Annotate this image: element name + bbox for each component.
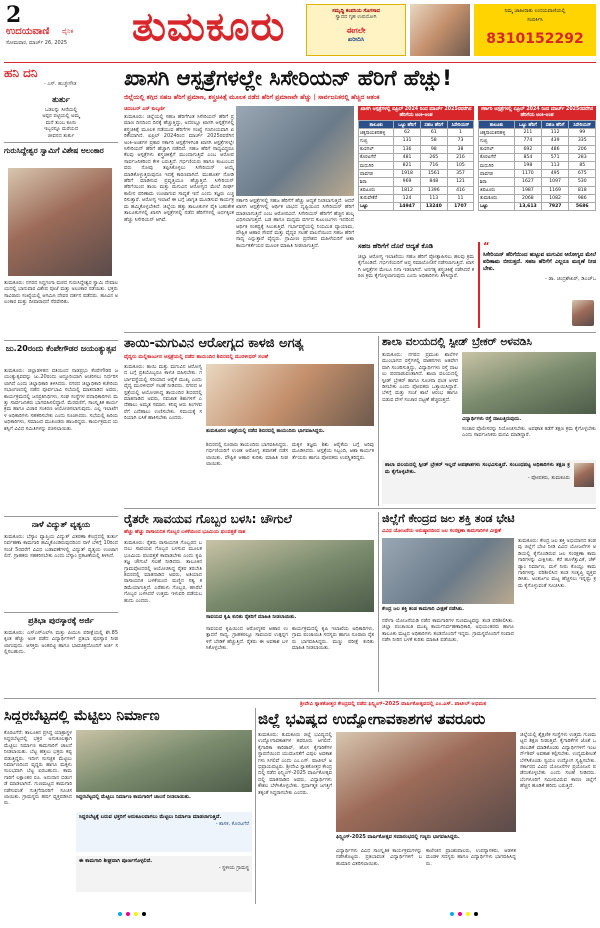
table-header: ಸಹಜ ಹೆರಿಗೆ (541, 121, 569, 129)
table-cell: 14947 (394, 202, 420, 210)
farmer-headline: ರೈತರೇ ಸಾವಯವ ಗೊಬ್ಬರ ಬಳಸಿ: ಚೌಗುಲೆ (124, 512, 292, 526)
edition-title: ತುಮಕೂರು (132, 4, 286, 50)
table-cell: 357 (447, 170, 473, 178)
farmer-subhead: ಹೆಚ್ಚು ಹೆಚ್ಚು ರಾಸಾಯನಿಕ ಗೊಬ್ಬರ ಬಳಕೆಯಿಂದ ಭೂಮಿಯ ಫಲವತ್ತತೆ ನಾಶ (124, 529, 246, 535)
table-header: ಒಟ್ಟು ಹೆರಿಗೆ (515, 121, 542, 129)
table-row (479, 153, 596, 161)
poem-title: ತುರ್ತು (52, 95, 70, 104)
table-cell: ತುಮಕೂರು (479, 194, 515, 202)
table-cell: 85 (569, 161, 596, 169)
table-cell: 716 (420, 161, 447, 169)
lead-sidebar-body: ಜಿಲ್ಲಾ ಆರೋಗ್ಯ ಇಲಾಖೆಯು ಸಹಜ ಹೆರಿಗೆ ಪ್ರೋತ್ಸಾಹಿಸಲು ಹಲವು ಕ್ರಮ ಕೈಗೊಂಡಿದೆ. ಗರ್ಭಿಣಿಯರಿಗೆ ಆಪ್ತ ಸಮಾಲೋಚನೆ ನಡೆಸಲಾಗುತ್ತಿದೆ. ಖಾಸಗಿ ಆಸ್ಪತ್ರೆಗಳ ಮೇಲೂ ನಿಗಾ ಇಡಲಾಗಿದೆ. ಅನಗತ್ಯ ಶಸ್ತ್ರಚಿಕಿತ್ಸೆ ನಡೆಸಿದರೆ ಕಠಿಣ ಕ್ರಮ ಕೈಗೊಳ್ಳಲಾಗುವುದು ಎಂದು ಅಧಿಕಾರಿಗಳು ತಿಳಿಸಿದ್ದಾರೆ. (358, 254, 474, 280)
table2-title: ಸರ್ಕಾರಿ ಆಸ್ಪತ್ರೆಗಳಲ್ಲಿ ಏಪ್ರಿಲ್ 2024 ರಿಂದ ಮಾರ್ಚ್ 2025ರವರೆಗಿನ ಹೆರಿಗೆಯ ಅಂಕಿ-ಅಂಶ (478, 106, 596, 120)
left-bottom-headline: ಸಿದ್ದರಬೆಟ್ಟದಲ್ಲಿ ಮೆಟ್ಟಿಲು ನಿರ್ಮಾಣ (4, 708, 160, 724)
bottom-vrule (255, 708, 256, 904)
siddarabetta-caption: ಸಿದ್ದರಬೆಟ್ಟದಲ್ಲಿ ಮೆಟ್ಟಿಲು ನಿರ್ಮಾಣ ಕಾಮಗಾರಿಗೆ ಚಾಲನೆ ನೀಡಲಾಯಿತು. (76, 794, 191, 800)
story1-headline: ಗುರುಸಿದ್ದೇಶ್ವರ ಸ್ವಾಮಿಗೆ ವಿಶೇಷ ಅಲಂಕಾರ (4, 146, 104, 155)
table-row (359, 137, 474, 145)
mother-subhead: ವೈದ್ಯರು ಮಲ್ಲಿಕಾರ್ಜುನ ಆಸ್ಪತ್ರೆಯಲ್ಲಿ ನಡೆದ ತಾಯಂದಿರ ಶಿಬಿರದಲ್ಲಿ ಮುರಳೀಧರ್ ಸಲಹೆ (124, 354, 269, 360)
finswing-photo (336, 732, 516, 832)
story2-headline: ಜು.20ರಂದು ಕೆಂಪೇಗೌಡರ ಜಯಂತ್ಯುತ್ಸವ (5, 344, 117, 353)
farmer-body-col3: ಕಾರ್ಯಕ್ರಮದಲ್ಲಿ ಕೃಷಿ ಇಲಾಖೆಯ ಅಧಿಕಾರಿಗಳು, ಗ್ರಾಮ ಪಂಚಾಯಿತಿ ಸದಸ್ಯರು ಹಾಗೂ ನೂರಾರು ರೈತರು ಭಾಗವಹಿಸಿದ್ದರು. ಮಣ್ಣು ಪರೀಕ್ಷೆ ಕುರಿತು ಮಾಹಿತಿ ನೀಡಲಾಯಿತು. (292, 626, 374, 652)
table-row (359, 170, 474, 178)
table-cell: 1082 (541, 194, 569, 202)
table2-body (479, 129, 596, 211)
lead-subhead: ಜಿಲ್ಲೆಯಲ್ಲಿ ತಗ್ಗಿದ ಸಹಜ ಹೆರಿಗೆ ಪ್ರಮಾಣ, ಶಸ್ತ್ರಚಿಕಿತ್ಸೆ ಮೂಲಕ ನಡೆದ ಹೆರಿಗೆ ಪ್ರಮಾಣವೇ ಹೆಚ್ಚು | ಸಾರ್ವಜನಿಕರಲ್ಲಿ ಹೆಚ್ಚಿದ ಆತಂಕ (124, 94, 380, 101)
table-row (479, 129, 596, 137)
table-cell: 121 (447, 178, 473, 186)
table-row (359, 178, 474, 186)
school-photo (462, 352, 596, 414)
table-cell: ಚಿಕ್ಕನಾಯಕನಹಳ್ಳಿ (479, 129, 515, 137)
table-cell: 416 (447, 186, 473, 194)
paper-name: ಉದಯವಾಣಿ (6, 26, 50, 37)
masthead-ad-1 (306, 4, 406, 56)
school-pullquote-text: ಶಾಲಾ ವಲಯದಲ್ಲಿ ಸ್ಪೀಡ್ ಬ್ರೇಕರ್ ಇಲ್ಲದೆ ಅಪಘಾತಗಳು ಸಂಭವಿಸುತ್ತಿವೆ. ಸಂಬಂಧಪಟ್ಟ ಅಧಿಕಾರಿಗಳು ತಕ್ಷಣ ಕ್ರಮ ಕೈಗೊಳ್ಳಬೇಕು. (385, 462, 570, 475)
table-cell: 211 (515, 129, 542, 137)
bottom-right-body-col2: ವಿದ್ಯಾರ್ಥಿಗಳು ವಿವಿಧ ಸಾಂಸ್ಕೃತಿಕ ಕಾರ್ಯಕ್ರಮಗಳನ್ನು ನಡೆಸಿಕೊಟ್ಟರು. ಪ್ರತಿಭಾವಂತ ವಿದ್ಯಾರ್ಥಿಗಳಿಗೆ ಬಹುಮಾನ ವಿತರಿಸಲಾಯಿತು. (336, 848, 422, 867)
table-cell: 5686 (569, 202, 596, 210)
table-cell: 105 (447, 161, 473, 169)
table-header: ಸಹಜ ಹೆರಿಗೆ (420, 121, 447, 129)
water-photo (382, 538, 514, 604)
table-cell: ಶಿರಾ (359, 178, 394, 186)
lead-headline: ಖಾಸಗಿ ಆಸ್ಪತ್ರೆಗಳಲ್ಲೇ ಸಿಸೇರಿಯನ್ ಹೆರಿಗೆ ಹೆಚ್ಚು! (124, 66, 452, 90)
table-cell: ಒಟ್ಟು (359, 202, 394, 210)
finswing-caption: ಫಿನ್ಸ್ವಿಂಗ್-2025 ವಾರ್ಷಿಕೋತ್ಸವ ಸಮಾರಂಭದಲ್ಲಿ ಗಣ್ಯರು ಭಾಗವಹಿಸಿದ್ದರು. (336, 834, 460, 840)
table-cell: 13240 (420, 202, 447, 210)
story3-headline: ನಾಳೆ ವಿದ್ಯುತ್ ವ್ಯತ್ಯಯ (31, 520, 91, 529)
water-body-col2: ನರೇಗಾ ಯೋಜನೆಯಡಿ ನಡೆದ ಕಾಮಗಾರಿಗಳ ಗುಣಮಟ್ಟವನ್ನು ತಂಡ ಪರಿಶೀಲಿಸಿತು. ಜಿಲ್ಲಾ ಪಂಚಾಯಿತಿ ಮುಖ್ಯ ಕಾರ್ಯನಿರ್ವಹಣಾಧಿಕಾರಿ, ಅಭಿಯಂತರರು ಹಾಗೂ ತಾಲೂಕು ಮಟ್ಟದ ಅಧಿಕಾರಿಗಳು ತಂಡದೊಂದಿಗೆ ಇದ್ದರು. ಗ್ರಾಮಸ್ಥರೊಂದಿಗೆ ಸಂವಾದ ನಡೆಸಿ ನೀರಿನ ಬಳಕೆ ಕುರಿತು ಮಾಹಿತಿ ಪಡೆಯಿತು. (382, 618, 514, 644)
table-cell: 1396 (420, 186, 447, 194)
table-row (479, 202, 596, 210)
quote-icon: “ (483, 241, 490, 252)
table-cell: 124 (394, 194, 420, 202)
table-cell: 969 (394, 178, 420, 186)
table-cell: 481 (394, 153, 420, 161)
table-cell: 571 (541, 153, 569, 161)
table-cell: 112 (541, 129, 569, 137)
table-cell: 1 (447, 129, 473, 137)
mid-rule (124, 508, 596, 509)
table-cell: 1707 (447, 202, 473, 210)
dateline: ಸೋಮವಾರ, ಮಾರ್ಚ್ 26, 2025 (6, 40, 68, 46)
table-cell: ತಿಪಟೂರು (479, 186, 515, 194)
water-body-col1: ತುಮಕೂರು: ಕೇಂದ್ರ ಜಲ ಶಕ್ತಿ ಅಭಿಯಾನದ ತಂಡವು ಜಿಲ್ಲೆಗೆ ಭೇಟಿ ನೀಡಿ ವಿವಿಧ ಯೋಜನೆಗಳ ಅಡಿಯಲ್ಲಿ ಕೈಗೊಂಡಿರುವ ಜಲ ಸಂರಕ್ಷಣಾ ಕಾಮಗಾರಿಗಳನ್ನು ವೀಕ್ಷಿಸಿತು. ಕೆರೆ ಹೂಳೆತ್ತುವಿಕೆ, ಚೆಕ್ ಡ್ಯಾಂ ನಿರ್ಮಾಣ, ಮಳೆ ನೀರು ಕೊಯ್ಲು ಕಾಮಗಾರಿಗಳನ್ನು ಪರಿಶೀಲಿಸಿದ ತಂಡ ಸಂತೃಪ್ತಿ ವ್ಯಕ್ತಪಡಿಸಿತು. ಅಂತರ್ಜಲ ಮಟ್ಟ ಹೆಚ್ಚಿಸಲು ಇನ್ನಷ್ಟು ಕ್ರಮ ಕೈಗೊಳ್ಳುವಂತೆ ಸೂಚಿಸಿತು. (518, 538, 596, 589)
table-row (359, 194, 474, 202)
ad1-line2: ಸ್ವಾದದ ಗೃಹ ಉಪಯೋಗಿ (335, 14, 377, 20)
story3-body: ತುಮಕೂರು: ಬೆಸ್ಕಾಂ ವ್ಯಾಪ್ತಿಯ ವಿದ್ಯುತ್ ವಿತರಣಾ ಕೇಂದ್ರದಲ್ಲಿ ತುರ್ತು ನಿರ್ವಹಣಾ ಕಾಮಗಾರಿ ಹಮ್ಮಿಕೊಂಡಿರುವುದರಿಂದ ನಾಳೆ ಬೆಳಿಗ್ಗೆ 10ರಿಂದ ಸಂಜೆ 5ರವರೆಗೆ ವಿವಿಧ ಬಡಾವಣೆಗಳಲ್ಲಿ ವಿದ್ಯುತ್ ವ್ಯತ್ಯಯ ಉಂಟಾಗಲಿದೆ. ಗ್ರಾಹಕರು ಸಹಕರಿಸಬೇಕು ಎಂದು ಬೆಸ್ಕಾಂ ಪ್ರಕಟಣೆಯಲ್ಲಿ ತಿಳಿಸಿದೆ. (4, 534, 118, 560)
mother-body-col1: ತುಮಕೂರು: ತಾಯಿ ಮತ್ತು ಮಗುವಿನ ಆರೋಗ್ಯದ ಬಗ್ಗೆ ಪ್ರತಿಯೊಬ್ಬರೂ ಕಾಳಜಿ ವಹಿಸಬೇಕು. ಗರ್ಭಾವಸ್ಥೆಯಲ್ಲಿ ಸರಿಯಾದ ಆರೈಕೆ ಮುಖ್ಯ ಎಂದು ವೈದ್ಯ ಮುರಳೀಧರ್ ಸಲಹೆ ನೀಡಿದರು. ನಗರದ ಆಸ್ಪತ್ರೆಯಲ್ಲಿ ಆಯೋಜಿಸಿದ್ದ ತಾಯಂದಿರ ಶಿಬಿರದಲ್ಲಿ ಮಾತನಾಡಿದ ಅವರು, ನವಜಾತ ಶಿಶುಗಳಿಗೆ ಎದೆಹಾಲು ಅಮೃತ ಸಮಾನ. ಕನಿಷ್ಠ ಆರು ತಿಂಗಳವರೆಗೆ ಎದೆಹಾಲು ಉಣಿಸಬೇಕು. ಸಮಯಕ್ಕೆ ಸರಿಯಾಗಿ ಲಸಿಕೆ ಹಾಕಿಸಬೇಕು ಎಂದರು. (124, 364, 202, 422)
table-cell: 675 (569, 170, 596, 178)
lead-byline: ಚಿದಂಬರ್ ಎನ್ ಕುಲ್ಕರ್ಣಿ (124, 106, 166, 112)
table-row (479, 178, 596, 186)
table-cell: 854 (515, 153, 542, 161)
poem-line: ಒಡಲನ್ನು ಸೀರೆಯಲ್ಲಿ (44, 107, 78, 113)
poem-line: ಅಪ್ಪನ ಪಟ್ಟಿಯಲ್ಲಿ ಅಮ್ಮ (42, 113, 80, 120)
mother-photo (206, 364, 374, 426)
table-cell: 1169 (541, 186, 569, 194)
table-cell: 818 (569, 186, 596, 194)
bottom-banner: ಶ್ರೀದೇವಿ ಸ್ನಾತಕೋತ್ತರ ಕೇಂದ್ರದಲ್ಲಿ ನಡೆದ ಫಿನ್ಸ್ವಿಂಗ್-2025 ವಾರ್ಷಿಕೋತ್ಸವದಲ್ಲಿ ಎಂ.ಎಸ್. ಪಾಟೀಲ್ ಅಭಿಮತ (300, 701, 487, 707)
parent-avatar (574, 463, 594, 487)
table-cell: 486 (541, 145, 569, 153)
table-row (479, 186, 596, 194)
table-row (359, 145, 474, 153)
ad3-line1: ನಿಮ್ಮ ಜಾಹೀರಾತು ಉದಯವಾಣಿಯಲ್ಲಿ (504, 8, 566, 14)
table-cell: 986 (569, 194, 596, 202)
table-cell: 98 (420, 145, 447, 153)
honey-title: ಹನಿ ದನಿ (4, 66, 38, 80)
table-row (359, 153, 474, 161)
table-cell: ಒಟ್ಟು (479, 202, 515, 210)
table-header: ಒಟ್ಟು ಹೆರಿಗೆ (394, 121, 420, 129)
table-cell: 495 (541, 170, 569, 178)
table-cell: ಮಧುಗಿರಿ (359, 161, 394, 169)
left-rule-4 (4, 612, 118, 613)
story1-body: ತುಮಕೂರು: ನಗರದ ಸಿದ್ದಗಂಗಾ ಮಠದ ಗುರುಸಿದ್ದೇಶ್ವರ ಸ್ವಾಮಿ ದೇವಾಲಯದಲ್ಲಿ ಭಾನುವಾರ ವಿಶೇಷ ಪೂಜೆ ಮತ್ತು ಅಲಂಕಾರ ನಡೆಯಿತು. ಭಕ್ತರು ಸಾವಿರಾರು ಸಂಖ್ಯೆಯಲ್ಲಿ ಆಗಮಿಸಿ ದೇವರ ದರ್ಶನ ಪಡೆದರು. ಹೂವಿನ ಅಲಂಕಾರ ಮತ್ತು ದೀಪಾರಾಧನೆ ನೆರವೇರಿತು. (4, 280, 118, 306)
paper-suffix: ದೈನಿಕ (62, 28, 74, 35)
table-row (479, 145, 596, 153)
table-cell: 1812 (394, 186, 420, 194)
masthead-ad-photo (410, 4, 470, 56)
table1-title: ಖಾಸಗಿ ಆಸ್ಪತ್ರೆಗಳಲ್ಲಿ ಏಪ್ರಿಲ್ 2024 ರಿಂದ ಮಾರ್ಚ್ 2025ರವರೆಗಿನ ಹೆರಿಗೆಯ ಅಂಕಿ-ಅಂಶ (358, 106, 474, 120)
water-headline: ಜಿಲ್ಲೆಗೆ ಕೇಂದ್ರದ ಜಲ ಶಕ್ತಿ ತಂಡ ಭೇಟಿ (382, 512, 515, 525)
table-cell: 62 (394, 129, 420, 137)
mother-body-col2: ಶಿಬಿರದಲ್ಲಿ ನೂರಾರು ತಾಯಂದಿರು ಭಾಗವಹಿಸಿದ್ದರು. ಗರ್ಭಿಣಿಯರಿಗೆ ಉಚಿತ ಆರೋಗ್ಯ ತಪಾಸಣೆ ನಡೆಸಲಾಯಿತು. ಪೌಷ್ಟಿಕ ಆಹಾರ ಕುರಿತು ಮಾಹಿತಿ ನೀಡಲಾಯಿತು. (206, 442, 288, 468)
table-cell: 1170 (515, 170, 542, 178)
table-cell: ಶಿರಾ (479, 178, 515, 186)
table-header-row (479, 121, 596, 129)
table-cell: 848 (420, 178, 447, 186)
table-cell: ಪಾವಗಡ (479, 170, 515, 178)
table-cell: ಗುಬ್ಬಿ (359, 137, 394, 145)
bottom-left-quote-text: ಸಿದ್ದರಬೆಟ್ಟಕ್ಕೆ ಬರುವ ಭಕ್ತರಿಗೆ ಅನುಕೂಲವಾಗಲು ಮೆಟ್ಟಿಲು ನಿರ್ಮಾಣ ಮಾಡಲಾಗುತ್ತಿದೆ. (79, 814, 222, 820)
bottom-right-body-col3: ಕಾಲೇಜಿನ ಪ್ರಾಂಶುಪಾಲರು, ಉಪನ್ಯಾಸಕರು, ಆಡಳಿತ ಮಂಡಳಿ ಸದಸ್ಯರು ಹಾಗೂ ವಿದ್ಯಾರ್ಥಿಗಳು ಭಾಗವಹಿಸಿದ್ದರು. (426, 848, 516, 867)
registration-mark (134, 912, 138, 916)
registration-mark (474, 912, 478, 916)
table-cell: ಕೊರಟಗೆರೆ (479, 153, 515, 161)
mother-headline: ತಾಯಿ-ಮಗುವಿನ ಆರೋಗ್ಯದ ಕಾಳಜಿ ಅಗತ್ಯ (124, 336, 304, 351)
school-caption: ವಿದ್ಯಾರ್ಥಿಗಳು ರಸ್ತೆ ದಾಟುತ್ತಿರುವುದು. (462, 416, 522, 422)
table-cell: 335 (569, 137, 596, 145)
registration-mark (450, 912, 454, 916)
table-row (479, 137, 596, 145)
table-cell: 58 (420, 137, 447, 145)
table-cell: 216 (447, 153, 473, 161)
ad-phone: 8310152292 (486, 31, 584, 47)
table-cell: 265 (420, 153, 447, 161)
bottom-left-quote (76, 812, 252, 852)
bottom-right-body-col1: ತುಮಕೂರು: ತುಮಕೂರು ಜಿಲ್ಲೆ ಭವಿಷ್ಯದಲ್ಲಿ ಉದ್ಯೋಗಾವಕಾಶಗಳ ತವರೂರು ಆಗಲಿದೆ. ಕೈಗಾರಿಕಾ ಕಾರಿಡಾರ್, ಹೊಸ ಕೈಗಾರಿಕೆಗಳ ಸ್ಥಾಪನೆಯಿಂದ ಯುವಜನತೆಗೆ ವಿಪುಲ ಅವಕಾಶಗಳು ಸಿಗಲಿವೆ ಎಂದು ಎಂ.ಎಸ್. ಪಾಟೀಲ್ ಅಭಿಪ್ರಾಯಪಟ್ಟರು. ಶ್ರೀದೇವಿ ಸ್ನಾತಕೋತ್ತರ ಕೇಂದ್ರದಲ್ಲಿ ನಡೆದ ಫಿನ್ಸ್ವಿಂಗ್-2025 ವಾರ್ಷಿಕೋತ್ಸವದಲ್ಲಿ ಮಾತನಾಡಿದ ಅವರು, ವಿದ್ಯಾರ್ಥಿಗಳು ಕೌಶಲ ಬೆಳೆಸಿಕೊಳ್ಳಬೇಕು. ಸ್ಪರ್ಧಾತ್ಮಕ ಜಗತ್ತಿಗೆ ತಕ್ಕಂತೆ ಸಿದ್ಧರಾಗಬೇಕು ಎಂದರು. (258, 732, 332, 796)
table-cell: ಕೊರಟಗೆರೆ (359, 153, 394, 161)
ad1-line1: ಸಮೃದ್ಧಿ ಕಂಪನಿಯ ಸೊಗಸಾದ (332, 8, 380, 14)
lead-pullquote (478, 242, 596, 328)
masthead-ad-3 (474, 4, 596, 56)
table-cell: 113 (420, 194, 447, 202)
masthead (0, 0, 600, 62)
story4-headline: ಪ್ರತಿಭಾ ಪುರಸ್ಕಾರಕ್ಕೆ ಅರ್ಜಿ (28, 616, 94, 625)
bottom-left-quote-author: - ಶಾಸಕ, ಕೊರಟಗೆರೆ (215, 820, 249, 827)
school-pullquote (382, 460, 596, 504)
temple-photo (8, 168, 112, 276)
table-cell: 530 (569, 178, 596, 186)
table-row (479, 161, 596, 169)
hospital-photo (236, 106, 354, 196)
poem-line: ಇಬ್ಬರನ್ನೂ ಮರೆಯದ (43, 126, 79, 133)
table-cell: 7927 (541, 202, 569, 210)
lead-rule (124, 332, 596, 333)
masthead-rule (4, 62, 596, 63)
registration-mark (142, 912, 146, 916)
table-cell: 1627 (515, 178, 542, 186)
table-cell: 439 (541, 137, 569, 145)
page-number: 2 (6, 2, 22, 28)
table-cell: 11 (447, 194, 473, 202)
poem (4, 107, 118, 139)
table-cell: 821 (394, 161, 420, 169)
table-row (359, 186, 474, 194)
table-row (359, 129, 474, 137)
table-cell: 1987 (515, 186, 542, 194)
story4-body: ತುಮಕೂರು: ಎಸ್ಎಸ್ಎಲ್‌ಸಿ ಮತ್ತು ಪಿಯುಸಿ ಪರೀಕ್ಷೆಯಲ್ಲಿ ಶೇ.85ಕ್ಕಿಂತ ಹೆಚ್ಚು ಅಂಕ ಪಡೆದ ವಿದ್ಯಾರ್ಥಿಗಳಿಗೆ ಪ್ರತಿಭಾ ಪುರಸ್ಕಾರ ನೀಡಲಾಗುವುದು. ಆಸಕ್ತರು ಅಂಕಪಟ್ಟಿ ಹಾಗೂ ಭಾವಚಿತ್ರದೊಂದಿಗೆ ಅರ್ಜಿ ಸಲ್ಲಿಸಬಹುದು. (4, 630, 118, 656)
table-cell: 131 (394, 137, 420, 145)
bottom-left-quote2 (76, 856, 252, 892)
table-header: ಸಿಸೇರಿಯನ್ (447, 121, 473, 129)
pullquote-text: ಸಿಸೇರಿಯನ್ ಹೆರಿಗೆಯಿಂದ ಹುಟ್ಟುವ ಮಗುವಿನ ಆರೋಗ್ಯದ ಮೇಲೆ ಪರಿಣಾಮ ಬೀರುತ್ತದೆ. ಸಹಜ ಹೆರಿಗೆಗೆ ಎಲ್ಲರೂ ಮನ್ನಣೆ ನೀಡಬೇಕು. (483, 252, 596, 272)
table-cell: 99 (569, 129, 596, 137)
registration-mark (466, 912, 470, 916)
table-cell: ಚಿಕ್ಕನಾಯಕನಹಳ್ಳಿ (359, 129, 394, 137)
table-header: ಸಿಸೇರಿಯನ್ (569, 121, 596, 129)
table-cell: ತಿಪಟೂರು (359, 186, 394, 194)
farmer-photo (206, 540, 374, 612)
lead-body-col2: ಸರ್ಕಾರಿ ಆಸ್ಪತ್ರೆಗಳಲ್ಲಿ ಸಹಜ ಹೆರಿಗೆಗೆ ಹೆಚ್ಚು ಆದ್ಯತೆ ನೀಡಲಾಗುತ್ತಿದೆ. ಆದರೆ ಖಾಸಗಿ ಆಸ್ಪತ್ರೆಗಳಲ್ಲಿ ಆರ್ಥಿಕ ಲಾಭದ ದೃಷ್ಟಿಯಿಂದ ಸಿಸೇರಿಯನ್ ಹೆರಿಗೆ ಮಾಡಲಾಗುತ್ತಿದೆ ಎಂಬ ಆರೋಪವಿದೆ. ಸಿಸೇರಿಯನ್ ಹೆರಿಗೆಗೆ ಹೆಚ್ಚಿನ ಶುಲ್ಕ ವಿಧಿಸಲಾಗುತ್ತದೆ. ಬಡ ಹಾಗೂ ಮಧ್ಯಮ ವರ್ಗದ ಕುಟುಂಬಗಳು ಇದರಿಂದ ಆರ್ಥಿಕ ಸಂಕಷ್ಟಕ್ಕೆ ಸಿಲುಕುತ್ತಿವೆ. ಗರ್ಭಾವಸ್ಥೆಯಲ್ಲಿ ನಿಯಮಿತ ವ್ಯಾಯಾಮ, ಪೌಷ್ಟಿಕ ಆಹಾರ ಸೇವನೆ ಮತ್ತು ವೈದ್ಯರ ಸಲಹೆ ಪಾಲನೆಯಿಂದ ಸಹಜ ಹೆರಿಗೆ ಸಾಧ್ಯ ಎನ್ನುತ್ತಾರೆ ವೈದ್ಯರು. ಗ್ರಾಮೀಣ ಪ್ರದೇಶದ ಮಹಿಳೆಯರಿಗೆ ಆಶಾ ಕಾರ್ಯಕರ್ತೆಯರ ಮೂಲಕ ಮಾಹಿತಿ ನೀಡಲಾಗುತ್ತಿದೆ. (236, 198, 354, 249)
bottom-right-body-col4: ಜಿಲ್ಲೆಯಲ್ಲಿ ಶೈಕ್ಷಣಿಕ ಸಂಸ್ಥೆಗಳು ಉತ್ತಮ ಗುಣಮಟ್ಟದ ಶಿಕ್ಷಣ ನೀಡುತ್ತಿವೆ. ಕೈಗಾರಿಕೆಗಳ ಜೊತೆ ಒಡಂಬಡಿಕೆ ಮಾಡಿಕೊಂಡು ವಿದ್ಯಾರ್ಥಿಗಳಿಗೆ ಇಂಟರ್ನ್‌ಶಿಪ್ ಅವಕಾಶ ಕಲ್ಪಿಸಬೇಕು. ಉದ್ಯಮಶೀಲತೆ ಬೆಳೆಸಿಕೊಂಡು ಸ್ವಯಂ ಉದ್ಯೋಗ ಸೃಷ್ಟಿಸಬೇಕು. ಸರ್ಕಾರದ ವಿವಿಧ ಯೋಜನೆಗಳ ಪ್ರಯೋಜನ ಪಡೆದುಕೊಳ್ಳಬೇಕು ಎಂದು ಸಲಹೆ ನೀಡಿದರು. ಬೆಂಗಳೂರಿಗೆ ಸಮೀಪವಿರುವ ಕಾರಣ ಜಿಲ್ಲೆಗೆ ಹೆಚ್ಚಿನ ಹೂಡಿಕೆ ಹರಿದು ಬರುತ್ತಿದೆ. (520, 732, 596, 790)
table-cell: 113 (541, 161, 569, 169)
table-cell: 206 (569, 145, 596, 153)
water-rule (378, 512, 379, 692)
table1-body (359, 129, 474, 211)
school-body-col2: ಸಂಚಾರ ಪೊಲೀಸರನ್ನು ನಿಯೋಜಿಸಬೇಕು. ಅಪಘಾತ ತಡೆಗೆ ತಕ್ಷಣ ಕ್ರಮ ಕೈಗೊಳ್ಳಬೇಕು ಎಂದು ಸಾರ್ವಜನಿಕರು ಮನವಿ ಮಾಡಿದ್ದಾರೆ. (462, 426, 596, 439)
table-cell: 136 (394, 145, 420, 153)
table-cell: 1561 (420, 170, 447, 178)
lead-body-col1: ತುಮಕೂರು: ಜಿಲ್ಲೆಯಲ್ಲಿ ಸಹಜ ಹೆರಿಗೆಗಿಂತ ಸಿಸೇರಿಯನ್ ಹೆರಿಗೆ ಪ್ರಮಾಣ ದಿನದಿಂದ ದಿನಕ್ಕೆ ಹೆಚ್ಚುತ್ತಿದ್ದು, ಅದರಲ್ಲೂ ಖಾಸಗಿ ಆಸ್ಪತ್ರೆಗಳಲ್ಲಿ ಶಸ್ತ್ರಚಿಕಿತ್ಸೆ ಮೂಲಕ ನಡೆಯುವ ಹೆರಿಗೆಗಳ ಸಂಖ್ಯೆ ಗಣನೀಯವಾಗಿ ಏರಿಕೆಯಾಗಿದೆ. ಏಪ್ರಿಲ್ 2024ರಿಂದ ಮಾರ್ಚ್ 2025ರವರೆಗಿನ ಅಂಕಿ-ಅಂಶಗಳ ಪ್ರಕಾರ ಸರ್ಕಾರಿ ಆಸ್ಪತ್ರೆಗಳಿಗಿಂತ ಖಾಸಗಿ ಆಸ್ಪತ್ರೆಗಳಲ್ಲೇ ಸಿಸೇರಿಯನ್ ಹೆರಿಗೆ ಹೆಚ್ಚಾಗಿ ನಡೆದಿದೆ. ಸಹಜ ಹೆರಿಗೆ ಸಾಧ್ಯವಿದ್ದರೂ ಕೆಲವು ಆಸ್ಪತ್ರೆಗಳು ಶಸ್ತ್ರಚಿಕಿತ್ಸೆಗೆ ಮುಂದಾಗುತ್ತಿವೆ ಎಂಬ ಆರೋಪ ಸಾರ್ವಜನಿಕರಿಂದ ಕೇಳಿ ಬರುತ್ತಿದೆ. ಗರ್ಭಿಣಿಯರು ಹಾಗೂ ಕುಟುಂಬದವರು ನೋವು ತಪ್ಪಿಸಿಕೊಳ್ಳಲು ಸಿಸೇರಿಯನ್ ಆಯ್ಕೆ ಮಾಡಿಕೊಳ್ಳುತ್ತಿರುವುದೂ ಇದಕ್ಕೆ ಕಾರಣವಾಗಿದೆ. ಮುಹೂರ್ತ ನೋಡಿ ಹೆರಿಗೆ ಮಾಡಿಸುವ ಪ್ರವೃತ್ತಿಯೂ ಹೆಚ್ಚುತ್ತಿದೆ. ಸಿಸೇರಿಯನ್ ಹೆರಿಗೆಯಿಂದ ತಾಯಿ ಮತ್ತು ಮಗುವಿನ ಆರೋಗ್ಯದ ಮೇಲೆ ದೀರ್ಘಕಾಲೀನ ಪರಿಣಾಮ ಉಂಟಾಗುವ ಸಾಧ್ಯತೆ ಇದೆ ಎಂದು ತಜ್ಞರು ಎಚ್ಚರಿಸುತ್ತಾರೆ. ಆರೋಗ್ಯ ಇಲಾಖೆ ಈ ಬಗ್ಗೆ ಜಾಗೃತಿ ಮೂಡಿಸುವ ಕಾರ್ಯಕ್ರಮ ಹಮ್ಮಿಕೊಳ್ಳಬೇಕಿದೆ. ಜಿಲ್ಲೆಯ ಹತ್ತು ತಾಲೂಕುಗಳ ಪೈಕಿ ಬಹುತೇಕ ತಾಲೂಕುಗಳಲ್ಲಿ ಖಾಸಗಿ ಆಸ್ಪತ್ರೆಗಳಲ್ಲಿ ನಡೆದ ಹೆರಿಗೆಗಳಲ್ಲಿ ಅರ್ಧಕ್ಕಿಂತ ಹೆಚ್ಚು ಸಿಸೇರಿಯನ್ ಆಗಿವೆ. (124, 114, 234, 223)
bottom-left-quote2-author: - ಸ್ಥಳೀಯ ಗ್ರಾಮಸ್ಥ (218, 864, 249, 871)
table-cell: 774 (515, 137, 542, 145)
poem-line: ಜೀವನದ ತುರ್ತು (47, 132, 75, 139)
table-cell: 692 (515, 145, 542, 153)
table-cell: 61 (420, 129, 447, 137)
registration-mark (118, 912, 122, 916)
table-row (359, 202, 474, 210)
table-cell: 38 (447, 145, 473, 153)
school-body-col1: ತುಮಕೂರು: ನಗರದ ಪ್ರಮುಖ ಶಾಲೆಗಳ ಮುಂಭಾಗದ ರಸ್ತೆಗಳಲ್ಲಿ ವಾಹನಗಳು ಅತಿವೇಗವಾಗಿ ಸಂಚರಿಸುತ್ತಿದ್ದು, ವಿದ್ಯಾರ್ಥಿಗಳು ರಸ್ತೆ ದಾಟಲು ಪರದಾಡುವಂತಾಗಿದೆ. ಶಾಲಾ ವಲಯದಲ್ಲಿ ಸ್ಪೀಡ್ ಬ್ರೇಕರ್ ಹಾಗೂ ಸೂಚನಾ ಫಲಕ ಅಳವಡಿಸಬೇಕು ಎಂದು ಪೋಷಕರು ಒತ್ತಾಯಿಸಿದ್ದಾರೆ. ಬೆಳಿಗ್ಗೆ ಮತ್ತು ಸಂಜೆ ಶಾಲೆ ಆರಂಭ ಹಾಗೂ ಬಿಡುವ ವೇಳೆ ಸಂಚಾರ ದಟ್ಟಣೆ ಹೆಚ್ಚಿರುತ್ತದೆ. (382, 352, 458, 403)
table1 (358, 106, 474, 211)
table-cell: 1918 (394, 170, 420, 178)
table-cell: 13,613 (515, 202, 542, 210)
table-cell: 2068 (515, 194, 542, 202)
registration-mark (458, 912, 462, 916)
poem-line: ಮನೆ ತುಂಬ ಕೂಸು (45, 119, 77, 126)
lead-sidebar-title: ಸಹಜ ಹೆರಿಗೆಗೆ ದೊರೆ ಆದ್ಯತೆ ಕೊಡಿ (358, 242, 434, 250)
mother-caption: ತುಮಕೂರಿನ ಆಸ್ಪತ್ರೆಯಲ್ಲಿ ನಡೆದ ಶಿಬಿರದಲ್ಲಿ ತಾಯಂದಿರು ಭಾಗವಹಿಸಿದ್ದರು. (206, 428, 325, 434)
ad2-line2: ಖರೀದಿಸಿ (347, 36, 365, 43)
left-rule-1 (4, 142, 118, 143)
school-rule (378, 336, 379, 506)
table-header: ತಾಲೂಕು (359, 121, 394, 129)
table1-grid (358, 120, 474, 211)
school-headline: ಶಾಲಾ ವಲಯದಲ್ಲಿ ಸ್ಪೀಡ್ ಬ್ರೇಕರ್ ಅಳವಡಿಸಿ (382, 336, 532, 348)
table-header: ತಾಲೂಕು (479, 121, 515, 129)
right-bottom-headline: ಜಿಲ್ಲೆ ಭವಿಷ್ಯದ ಉದ್ಯೋಗಾವಕಾಶಗಳ ತವರೂರು (258, 710, 486, 728)
table-row (479, 170, 596, 178)
siddarabetta-photo (76, 730, 252, 792)
table2-grid (478, 120, 596, 211)
table-cell: ತುರುವೇಕೆರೆ (359, 194, 394, 202)
farmer-body-col2: ಸಾವಯವ ಕೃಷಿಯಿಂದ ಆರೋಗ್ಯಕರ ಆಹಾರ ಉತ್ಪಾದನೆ ಸಾಧ್ಯ. ಗ್ರಾಹಕರಲ್ಲೂ ಸಾವಯವ ಉತ್ಪನ್ನಗಳಿಗೆ ಬೇಡಿಕೆ ಹೆಚ್ಚುತ್ತಿದೆ. ರೈತರು ಈ ಅವಕಾಶ ಬಳಸಿಕೊಳ್ಳಬೇಕು. (206, 626, 288, 652)
water-caption: ಕೇಂದ್ರ ಜಲ ಶಕ್ತಿ ತಂಡ ಕಾಮಗಾರಿ ವೀಕ್ಷಣೆ ನಡೆಸಿತು. (382, 606, 465, 612)
table-cell: ಮಧುಗಿರಿ (479, 161, 515, 169)
bottom-left-quote2-text: ಈ ಕಾಮಗಾರಿ ಶೀಘ್ರವಾಗಿ ಪೂರ್ಣಗೊಳ್ಳಲಿದೆ. (79, 858, 153, 864)
left-rule-2 (4, 340, 118, 341)
table-row (479, 194, 596, 202)
ad3-line2: ಸಂಪರ್ಕಿಸಿ (527, 17, 543, 23)
bottom-left-body-col1: ಕೊರಟಗೆರೆ: ತಾಲೂಕಿನ ಪ್ರಸಿದ್ಧ ಯಾತ್ರಾಸ್ಥಳ ಸಿದ್ದರಬೆಟ್ಟದಲ್ಲಿ ಭಕ್ತರ ಅನುಕೂಲಕ್ಕಾಗಿ ಮೆಟ್ಟಿಲು ನಿರ್ಮಾಣ ಕಾಮಗಾರಿಗೆ ಚಾಲನೆ ನೀಡಲಾಯಿತು. ಬೆಟ್ಟ ಹತ್ತಲು ಭಕ್ತರು ಕಷ್ಟಪಡುತ್ತಿದ್ದರು. ಇದೀಗ ಸುಸಜ್ಜಿತ ಮೆಟ್ಟಿಲು ನಿರ್ಮಾಣದಿಂದ ವೃದ್ಧರು ಹಾಗೂ ಮಕ್ಕಳು ಸುಲಭವಾಗಿ ಬೆಟ್ಟ ಏರಬಹುದು. ಕಾಮಗಾರಿಗೆ ಲಕ್ಷಾಂತರ ರೂ. ಅನುದಾನ ಬಿಡುಗಡೆ ಮಾಡಲಾಗಿದೆ. ಗುಣಮಟ್ಟದ ಕಾಮಗಾರಿ ನಡೆಸುವಂತೆ ಗುತ್ತಿಗೆದಾರರಿಗೆ ಸೂಚಿಸಲಾಯಿತು. ಗ್ರಾಮಸ್ಥರು ಹರ್ಷ ವ್ಯಕ್ತಪಡಿಸಿದರು. (4, 730, 72, 807)
pullquote-author: - ಡಾ. ಚಂದ್ರಶೇಖರ್, ಡಿಎಚ್ಒ (545, 276, 596, 282)
table-header-row (359, 121, 474, 129)
registration-mark (126, 912, 130, 916)
table-cell: ಕುಣಿಗಲ್ (479, 145, 515, 153)
table-cell: 283 (569, 153, 596, 161)
mother-body-col3: ಮಕ್ಕಳ ತಜ್ಞರು ಶಿಶು ಆರೈಕೆಯ ಬಗ್ಗೆ ಅರಿವು ಮೂಡಿಸಿದರು. ಆಸ್ಪತ್ರೆಯ ಸಿಬ್ಬಂದಿ, ಆಶಾ ಕಾರ್ಯಕರ್ತೆಯರು ಹಾಗೂ ಪೋಷಕರು ಉಪಸ್ಥಿತರಿದ್ದರು. (292, 442, 374, 461)
left-rule-3 (4, 516, 118, 517)
table-cell: 1097 (541, 178, 569, 186)
farmer-caption: ಸಾವಯವ ಕೃಷಿ ಕುರಿತು ರೈತರಿಗೆ ಮಾಹಿತಿ ನೀಡಲಾಯಿತು. (206, 614, 297, 620)
ad2-line1: ಈಗಲೇ (346, 26, 366, 35)
table-cell: 198 (515, 161, 542, 169)
table-cell: 73 (447, 137, 473, 145)
bottom-rule (4, 698, 596, 699)
honey-author: - ಎಸ್. ಹುಚ್ಚೇಗೌಡ (44, 81, 77, 87)
table2 (478, 106, 596, 211)
water-subhead: ವಿವಿಧ ಯೋಜನೆಯ ಅನುಷ್ಠಾನದಿಂದ ಜಲ ಸಂರಕ್ಷಣಾ ಕಾಮಗಾರಿಗಳ ವೀಕ್ಷಣೆ (382, 528, 501, 534)
table-row (359, 161, 474, 169)
story2-body: ತುಮಕೂರು: ಜಿಲ್ಲಾಡಳಿತದ ವತಿಯಿಂದ ನಾಡಪ್ರಭು ಕೆಂಪೇಗೌಡರ ಜಯಂತ್ಯುತ್ಸವವನ್ನು ಜು.20ರಂದು ಅದ್ದೂರಿಯಾಗಿ ಆಚರಿಸಲು ನಿರ್ಧರಿಸಲಾಗಿದೆ ಎಂದು ಜಿಲ್ಲಾಧಿಕಾರಿ ತಿಳಿಸಿದರು. ನಗರದ ಜಿಲ್ಲಾಧಿಕಾರಿ ಕಚೇರಿಯ ಸಭಾಂಗಣದಲ್ಲಿ ನಡೆದ ಪೂರ್ವಭಾವಿ ಸಭೆಯಲ್ಲಿ ಮಾತನಾಡಿದ ಅವರು, ಕಾರ್ಯಕ್ರಮದಲ್ಲಿ ಜನಪ್ರತಿನಿಧಿಗಳು, ಸಂಘ ಸಂಸ್ಥೆಗಳ ಪದಾಧಿಕಾರಿಗಳು ಮತ್ತು ಸಾರ್ವಜನಿಕರು ಭಾಗವಹಿಸಲಿದ್ದಾರೆ. ಮೆರವಣಿಗೆ, ಸಾಂಸ್ಕೃತಿಕ ಕಾರ್ಯಕ್ರಮ ಹಾಗೂ ವಿಚಾರ ಸಂಕಿರಣ ಆಯೋಜಿಸಲಾಗುವುದು. ಎಲ್ಲ ಇಲಾಖೆಗಳ ಅಧಿಕಾರಿಗಳು ಸಹಕರಿಸಬೇಕು ಎಂದು ಸೂಚಿಸಿದರು. ಸಭೆಯಲ್ಲಿ ಹಿರಿಯ ಅಧಿಕಾರಿಗಳು, ಸಮಾಜದ ಮುಖಂಡರು ಹಾಜರಿದ್ದರು. ಕಾರ್ಯಕ್ರಮದ ಯಶಸ್ಸಿಗೆ ವಿವಿಧ ಸಮಿತಿಗಳನ್ನು ರಚಿಸಲಾಯಿತು. (4, 368, 118, 432)
table-cell: ಪಾವಗಡ (359, 170, 394, 178)
doctor-avatar (572, 300, 594, 326)
farmer-body-col1: ತುಮಕೂರು: ರೈತರು ರಾಸಾಯನಿಕ ಗೊಬ್ಬರದ ಬದಲು ಸಾವಯವ ಗೊಬ್ಬರ ಬಳಸುವ ಮೂಲಕ ಭೂಮಿಯ ಫಲವತ್ತತೆ ಕಾಪಾಡಬೇಕು ಎಂದು ಕೃಷಿ ತಜ್ಞ ಚೌಗುಲೆ ಸಲಹೆ ನೀಡಿದರು. ತಾಲೂಕಿನ ಗ್ರಾಮವೊಂದರಲ್ಲಿ ಆಯೋಜಿಸಿದ್ದ ರೈತರ ತರಬೇತಿ ಶಿಬಿರದಲ್ಲಿ ಮಾತನಾಡಿದ ಅವರು, ಅತಿಯಾದ ರಾಸಾಯನಿಕ ಬಳಕೆಯಿಂದ ಮಣ್ಣಿನ ಸತ್ವ ಕಡಿಮೆಯಾಗುತ್ತಿದೆ. ಎರೆಹುಳು ಗೊಬ್ಬರ, ಹಸಿರೆಲೆ ಗೊಬ್ಬರ ಬಳಸಿದರೆ ಉತ್ತಮ ಇಳುವರಿ ಪಡೆಯಬಹುದು ಎಂದರು. (124, 540, 202, 604)
school-pullquote-author: - ಪೋಷಕರು, ತುಮಕೂರು (527, 475, 570, 482)
table-cell: ಕುಣಿಗಲ್ (359, 145, 394, 153)
table-cell: ಗುಬ್ಬಿ (479, 137, 515, 145)
